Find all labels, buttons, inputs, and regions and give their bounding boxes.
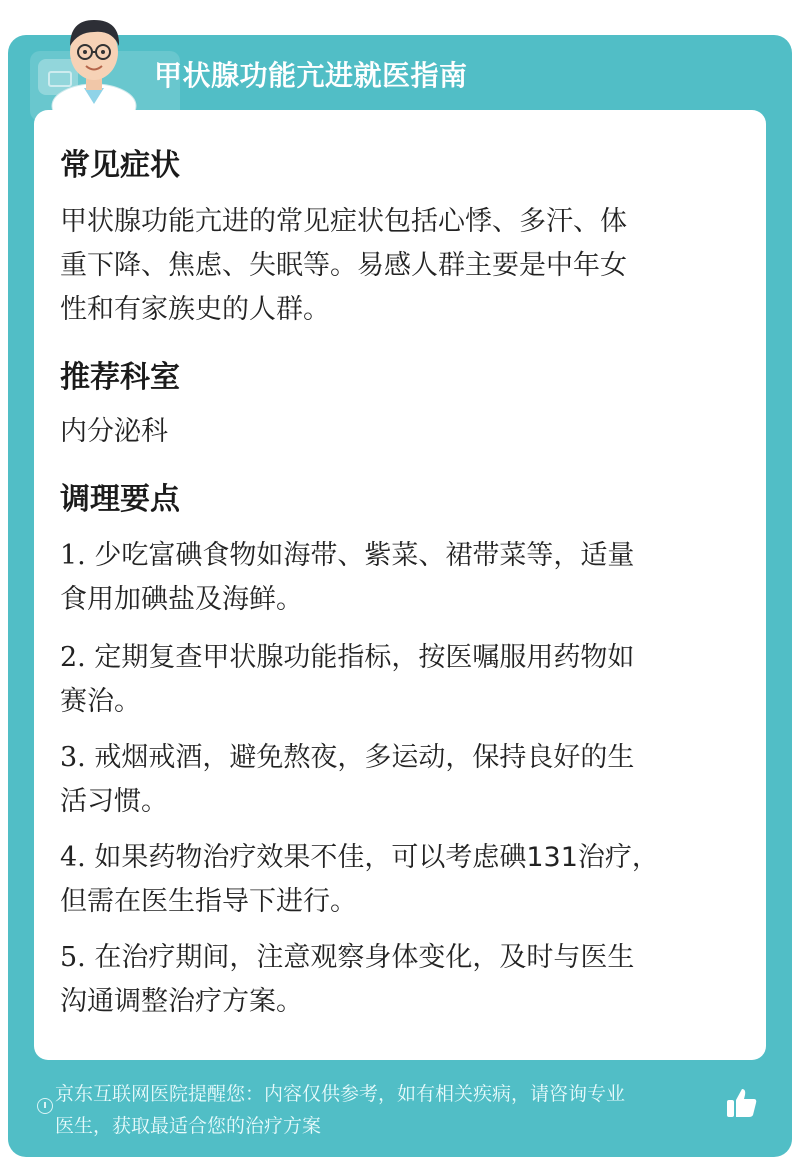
text-line: 食用加碘盐及海鲜。	[60, 584, 303, 615]
section-title-symptoms: 常见症状	[60, 148, 180, 183]
text-line: 赛治。	[60, 686, 141, 717]
text-line: 定期复查甲状腺功能指标，按医嘱服用药物如	[94, 642, 635, 673]
text-line: 但需在医生指导下进行。	[60, 886, 357, 917]
text-line: 活习惯。	[60, 786, 168, 817]
item-number: 2.	[60, 642, 86, 673]
text-line: 戒烟戒酒，避免熬夜，多运动，保持良好的生	[94, 742, 635, 773]
care-tip-item	[60, 736, 740, 824]
text-line: 如果药物治疗效果不佳，可以考虑碘131治疗，	[94, 842, 659, 873]
care-tip-item	[60, 936, 740, 1024]
text-line: 在治疗期间，注意观察身体变化，及时与医生	[94, 942, 635, 973]
symptoms-text	[60, 200, 740, 332]
section-title-department: 推荐科室	[60, 360, 180, 395]
text-line: 内分泌科	[60, 416, 168, 447]
department-text	[60, 410, 740, 454]
text-line: 甲状腺功能亢进的常见症状包括心悸、多汗、体	[60, 206, 627, 237]
text-line: 重下降、焦虑、失眠等。易感人群主要是中年女	[60, 250, 627, 281]
care-tip-item	[60, 836, 740, 924]
page-title: 甲状腺功能亢进就医指南	[154, 59, 468, 92]
content-card	[34, 110, 766, 1060]
item-number: 4.	[60, 842, 86, 873]
text-line: 沟通调整治疗方案。	[60, 986, 303, 1017]
text-line: 少吃富碘食物如海带、紫菜、裙带菜等，适量	[94, 540, 635, 571]
item-number: 3.	[60, 742, 86, 773]
section-title-care-tips: 调理要点	[60, 482, 180, 517]
care-tip-item	[60, 636, 740, 724]
disclaimer	[55, 1078, 725, 1142]
text-line: 性和有家族史的人群。	[60, 294, 330, 325]
item-number: 5.	[60, 942, 86, 973]
disclaimer-line: 医生，获取最适合您的治疗方案	[55, 1115, 322, 1137]
doctor-avatar	[44, 6, 144, 116]
info-circle-icon	[37, 1098, 53, 1114]
disclaimer-line: 京东互联网医院提醒您：内容仅供参考，如有相关疾病，请咨询专业	[55, 1083, 626, 1105]
thumbs-up-icon[interactable]	[724, 1085, 760, 1121]
care-tip-item	[60, 534, 740, 622]
item-number: 1.	[60, 540, 86, 571]
